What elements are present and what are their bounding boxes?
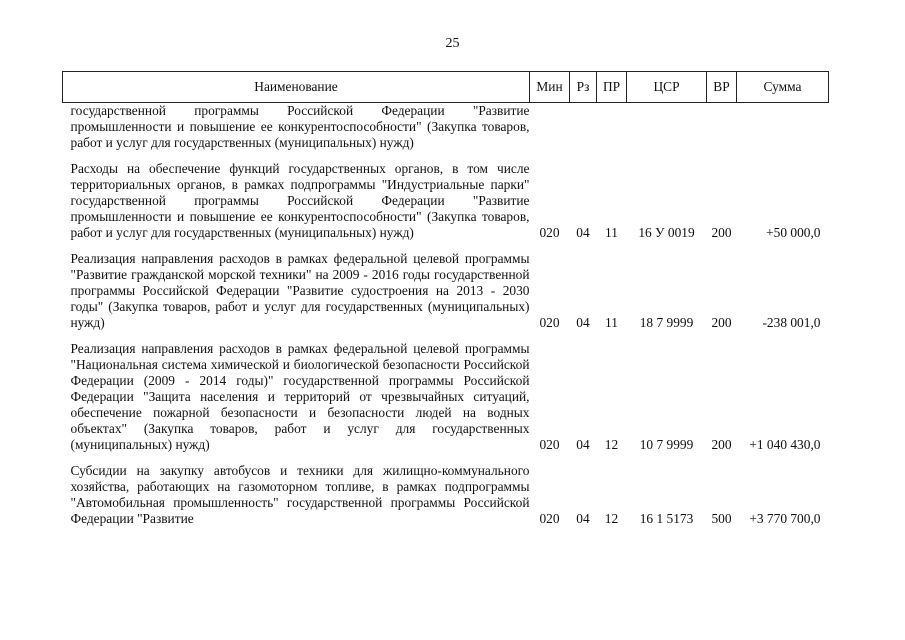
header-min: Мин (530, 72, 570, 103)
row-name: Реализация направления расходов в рамках федеральной целевой программы "Развитие гражданской морской техники" на 2009 - 2016 годы государственной программы Российской Федерации "Развитие судостроения на 2013 - 2030 годы" (Закупка товаров, работ и услуг для государственных (муниципальных) нужд) (70, 251, 530, 330)
row-min (530, 103, 570, 152)
row-sum: +50 000,0 (766, 225, 821, 240)
row-vr: 200 (711, 315, 732, 330)
row-pr: 12 (604, 511, 619, 526)
row-min: 020 (539, 437, 560, 452)
header-sum: Сумма (737, 72, 829, 103)
row-sum: +1 040 430,0 (749, 437, 821, 452)
row-vr: 200 (711, 437, 732, 452)
row-sum: +3 770 700,0 (749, 511, 821, 526)
row-pr (597, 103, 627, 152)
row-rz: 04 (576, 315, 590, 330)
header-row (63, 72, 829, 103)
header-pr: ПР (597, 72, 627, 103)
row-min: 020 (539, 315, 560, 330)
page-number: 25 (445, 36, 460, 51)
row-vr: 500 (711, 511, 732, 526)
row-pr: 11 (605, 225, 618, 240)
header-name: Наименование (63, 72, 530, 103)
row-rz: 04 (576, 437, 590, 452)
row-pr: 11 (605, 315, 618, 330)
row-name: Реализация направления расходов в рамках федеральной целевой программы "Национальная система химической и биологической безопасности Российской Федерации (2009 - 2014 годы)" государственной программы Российской Федерации "Защита населения и территорий от чрезвычайных ситуаций, обеспечение пожарной безопасности и безопасности людей на водных объектах" (Закупка товаров, работ и услуг для государственных (муниципальных) нужд) (70, 341, 530, 452)
row-pr: 12 (604, 437, 619, 452)
header-csr: ЦСР (627, 72, 707, 103)
row-csr: 10 7 9999 (639, 437, 694, 452)
row-vr (707, 103, 737, 152)
row-csr (627, 103, 707, 152)
table-row (63, 161, 829, 241)
table-row (63, 103, 829, 152)
row-csr: 16 1 5173 (639, 511, 694, 526)
row-vr: 200 (711, 225, 732, 240)
row-sum: -238 001,0 (762, 315, 821, 330)
budget-table (62, 71, 829, 527)
row-name: Субсидии на закупку автобусов и техники для жилищно-коммунального хозяйства, работающих на газомоторном топливе, в рамках подпрограммы "Автомобильная промышленность" государственной программы Российской Федерации "Развитие (70, 463, 530, 526)
row-min: 020 (539, 511, 560, 526)
row-name: государственной программы Российской Федерации "Развитие промышленности и повышение ее конкурентоспособности" (Закупка товаров, работ и услуг для государственных (муниципальных) нужд) (70, 103, 530, 150)
row-min: 020 (539, 225, 560, 240)
header-rz: Рз (570, 72, 597, 103)
table-row (63, 463, 829, 527)
row-csr: 18 7 9999 (639, 315, 694, 330)
table-row (63, 251, 829, 331)
header-vr: ВР (707, 72, 737, 103)
row-rz: 04 (576, 511, 590, 526)
row-csr: 16 У 0019 (638, 225, 695, 240)
row-rz: 04 (576, 225, 590, 240)
row-name: Расходы на обеспечение функций государственных органов, в том числе территориальных органов, в рамках подпрограммы "Индустриальные парки" государственной программы Российской Федерации "Развитие промышленности и повышение ее конкурентоспособности" (Закупка товаров, работ и услуг для государственных (муниципальных) нужд) (70, 161, 530, 240)
table-row (63, 341, 829, 453)
row-rz (570, 103, 597, 152)
row-sum (737, 103, 829, 152)
